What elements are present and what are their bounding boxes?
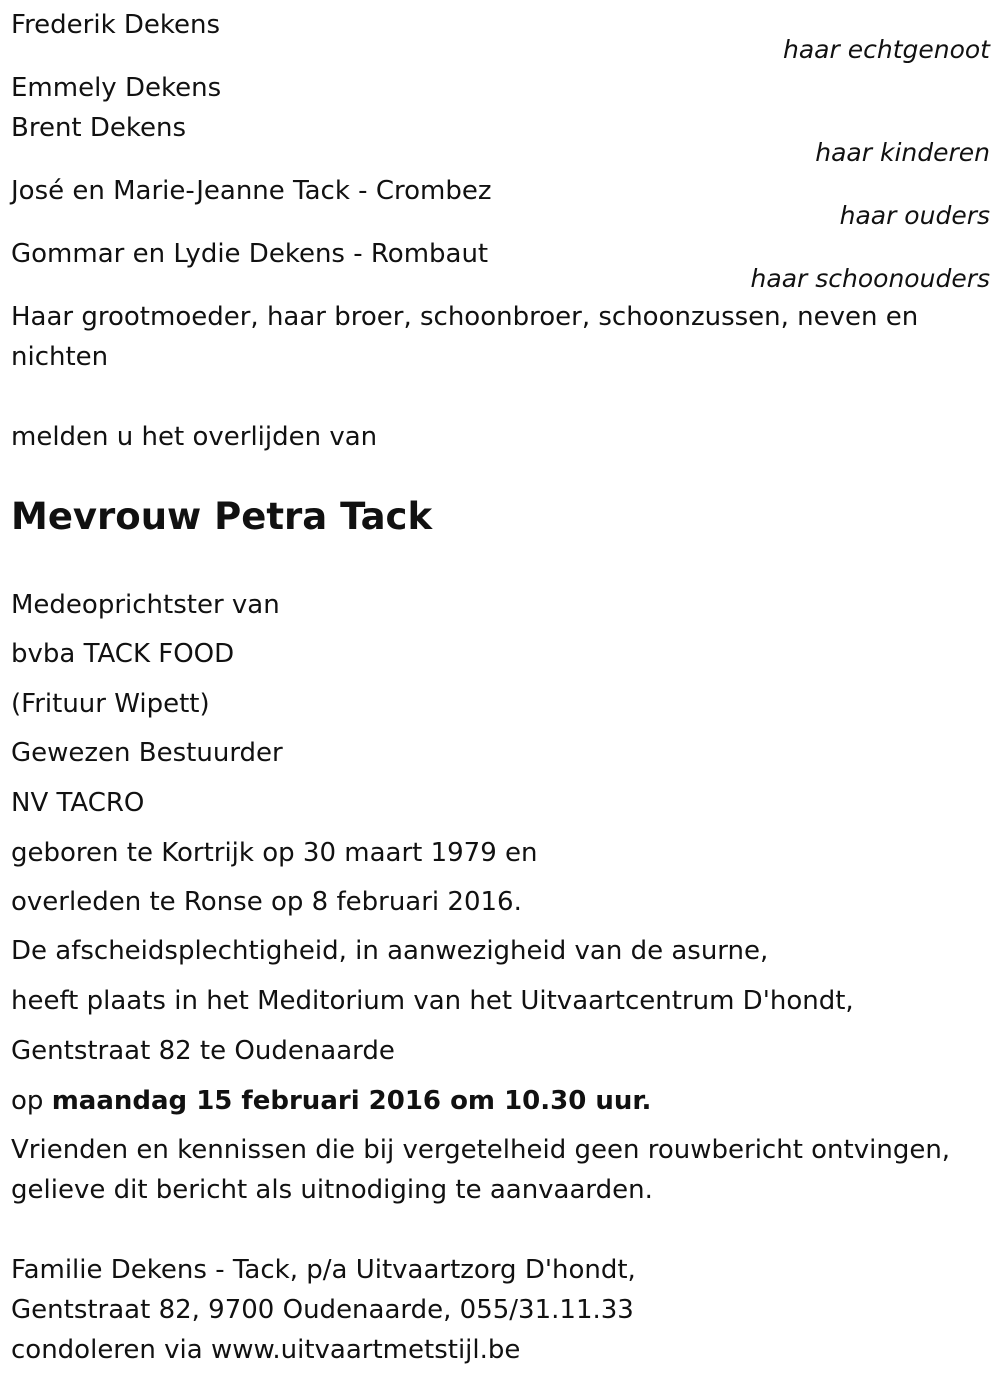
family-relation: haar kinderen (815, 138, 990, 167)
detail-line: Medeoprichtster van (11, 590, 280, 620)
contact-line: Familie Dekens - Tack, p/a Uitvaartzorg D'hondt, (11, 1255, 636, 1285)
detail-line: geboren te Kortrijk op 30 maart 1979 en (11, 838, 538, 868)
detail-line: Gewezen Bestuurder (11, 738, 283, 768)
detail-line: (Frituur Wipett) (11, 689, 210, 719)
detail-line: overleden te Ronse op 8 februari 2016. (11, 887, 522, 917)
ceremony-line (11, 1088, 651, 1114)
announcement: melden u het overlijden van (11, 422, 378, 452)
detail-line: bvba TACK FOOD (11, 639, 235, 669)
family-relation: haar echtgenoot (783, 35, 990, 64)
ceremony-prefix: op (11, 1086, 44, 1116)
deceased-name: Mevrouw Petra Tack (11, 495, 433, 538)
ceremony-datetime: maandag 15 februari 2016 om 10.30 uur. (51, 1086, 652, 1116)
family-relation: haar schoonouders (750, 264, 990, 293)
detail-line: Gentstraat 82 te Oudenaarde (11, 1036, 395, 1066)
detail-line: NV TACRO (11, 788, 145, 818)
family-name: José en Marie-Jeanne Tack - Crombez (11, 176, 492, 206)
invitation-line: Vrienden en kennissen die bij vergetelheid geen rouwbericht ontvingen, (11, 1135, 951, 1165)
extended-family-line: Haar grootmoeder, haar broer, schoonbroer, schoonzussen, neven en (11, 302, 919, 332)
family-name: Gommar en Lydie Dekens - Rombaut (11, 239, 489, 269)
extended-family-line: nichten (11, 342, 109, 372)
family-relation: haar ouders (839, 201, 990, 230)
detail-line: heeft plaats in het Meditorium van het Uitvaartcentrum D'hondt, (11, 986, 854, 1016)
invitation-line: gelieve dit bericht als uitnodiging te aanvaarden. (11, 1175, 653, 1205)
contact-line: Gentstraat 82, 9700 Oudenaarde, 055/31.11.33 (11, 1295, 634, 1325)
family-name: Frederik Dekens (11, 10, 221, 40)
detail-line: De afscheidsplechtigheid, in aanwezigheid van de asurne, (11, 936, 769, 966)
family-name: Emmely Dekens (11, 73, 222, 103)
contact-line: condoleren via www.uitvaartmetstijl.be (11, 1335, 521, 1365)
family-name: Brent Dekens (11, 113, 187, 143)
